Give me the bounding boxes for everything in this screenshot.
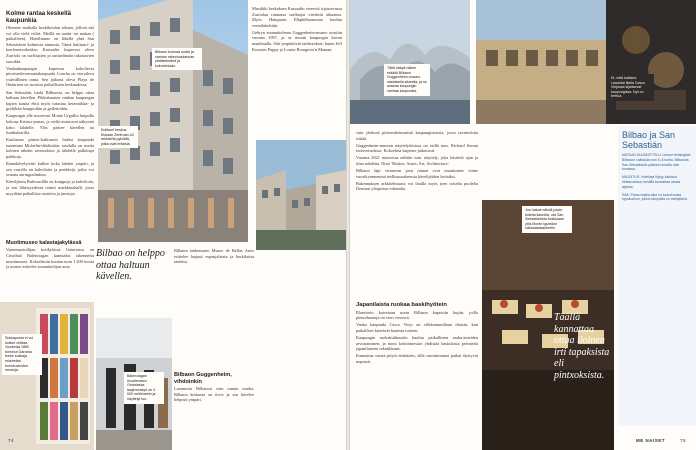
building-photo	[98, 0, 248, 242]
sock-shop-illustration	[0, 302, 94, 450]
old-town-photo	[476, 0, 606, 124]
left-page-number: 74	[8, 438, 15, 443]
pull-quote: Bilbao on helppo ottaa haltuun kävellen.	[96, 248, 165, 282]
guggenheim-illustration	[350, 0, 470, 124]
left-column-2-top	[252, 6, 342, 156]
heading-guggenheim: Bilbaon Guggenheim, vihdoinkin	[174, 372, 232, 385]
pull-quote-2: Täällä kannattaa ottaa iloinen irti tapaksista eli pintxoksista.	[554, 312, 610, 381]
right-column-3	[356, 130, 478, 300]
paragraph: Bilbaon taidemuseo Museo de Bellas Artes esittelee laajasti espanjalaista ja baskilaista taidetta.	[174, 248, 254, 265]
paragraph: Vanhankaupungin kupeessa kohoilevia pitoristeilevanrantakaupunki Concha on vieraileva ystävällinen ranta. Sen jatkona oleva Playa de Ondarreta on suosittu paikallisten keskuudessa.	[6, 65, 94, 88]
paragraph: Vuonna 2021 museossa nähtiin mm. näyttely, joka käsitteli ajan ja tilan suhdetta. Nimi 'Motion. Autos, Art, Architecture'.	[356, 155, 478, 166]
paragraph: Bilbaon läpi virtaavan joen rannat ovat muuttuneet viime vuosikymmeninä teollisuusalueesta kävelijöiden keitaiksi.	[356, 168, 478, 179]
paragraph: Luonnosta Bilbaoon vain tunnin matka. Bilbaon keskusta on tiivis ja sen kävelee helposti ympäri.	[174, 386, 254, 403]
footer-label: ME NAISET	[636, 438, 666, 443]
left-column-2-bottom	[174, 370, 254, 440]
paragraph: Kaupungin ylle nousevan Monte Urgullin huipulla kohoaa Kristus-patsas, ja sieltä avautuvat näkymät koko lahdelle. Ylös pääsee kävellen tai funikulaarilla.	[6, 113, 94, 136]
right-page-number: 75	[680, 438, 687, 443]
paragraph: Vaatemuotoilijan kotikylässä Getariassa on Cristóbal Balenciagan kunniaksi rakennettu muotimuseo. Kokoelmiin kuuluu noin 1 200 teosta ja museo esittelee suunnittelijan uraa.	[6, 247, 94, 270]
paragraph: vain yhdessä pittoreskeimmistä kaupunginosista, jossa ravintoloita riittää.	[356, 130, 478, 141]
caption-guggenheim: Tällä näkyä näkee eräällä Bilbaon Guggenheim-museo-vastaisella alueella, ja se aukeaa kaupungin vanhaa kaupunkia.	[384, 64, 430, 96]
caption-funicular: Jos haluat nähdä jotain todella kauniita, ota San Sebastiánista funikulaari ylös Monte Igueldon näköalatasanteelle.	[522, 206, 572, 233]
caption-building: Bilbaon kurmaa uudet ja vanhan rakennuskannan yhdistelmänä ja kokoelmiaan.	[152, 48, 202, 70]
paragraph: Kannattaa varata pöytä etukäteen, sillä suosituimmat paikat täyttyvät nopeasti.	[356, 353, 478, 365]
info-box-title: Bilbao ja San Sebastián	[622, 130, 676, 150]
building-illustration	[98, 0, 248, 242]
info-box-text: MAJOITUS: Hotelleja löytyy kaikissa hintaluokissa; kesällä kannattaa varata ajoissa.	[622, 175, 681, 189]
left-column-1	[6, 8, 94, 238]
guggenheim-photo	[350, 0, 470, 124]
paragraph: Guggenheim-museon näyttelytiloissa on esillä mm. Richard Serran teräsveistoksia. Kokoelma laajenee jatkuvasti.	[356, 142, 478, 154]
left-page	[0, 0, 346, 450]
paragraph: Kuuluisan pintxo-kulttuurin lisäksi kaupunki tunnetaan Michelin-tähdistään: seudulla on useita kolmen tähden ravintoloita ja tähdellä palkittuja paikkoja.	[6, 137, 94, 160]
caption-bar: Et, mitä kaikkea Lauantai illalla Casco Viejossa sijaitsevat kaupungissa. Nyt on terttua.	[608, 74, 654, 101]
heading-kolme-rantaa: Kolme rantaa keskellä kaupunkia	[6, 10, 72, 24]
caption-sock-shop: Sukkapusta ei voi kulkee ohittaa. Vuodesta 1860 toiminut Garraria tekee sukkaja eriaineiksi kohokuvioiden muotoja.	[2, 334, 42, 375]
right-column-3-bottom	[356, 300, 478, 440]
paragraph: Olemme matkalla keskikoulun aikana, jolloin sää voi olla vielä viileä. Meillä on taattu- ne makaa ( paikalleen). Hotellimme on lähellä yhtä San Sebastiánin kolmesta rannasta. Tämä kulttuuri- ja konferenssikeskus Kursaalin kupeessa oleva Zurriola on surffaajien ja rantaelämää rakastavien suosikki.	[6, 25, 94, 64]
paragraph: Musiikki keskuksen Kursaalin vieressä sijaitsevassa Zurriolan rannassa surffaajat viettävät aikaansa. Myös Hampurin Elbphilharmonia kuuluu vertailukohtiin.	[252, 6, 342, 28]
paragraph: Rantakävelyreitti kulkee koko lahden ympäri, ja sen varrella on kahviloita ja penkkejä, joilta voi seurata auringonlaskua.	[6, 161, 94, 178]
paragraph: Kävelykatu Bulevardilla on kauppoja ja kahviloita, ja sen läheisyydessä toimii markkinahalli, jossa myydään paikallisia tuotteita ja juustoja.	[6, 179, 94, 196]
paragraph: Illanvietto kaivetaan usein Bilbaon kapeisiin kujiin, joilla pintxobaareja on vieri vieressä.	[356, 309, 478, 321]
caption-culture-center: Kulttuuri keskus Kukaan Zentroan 43 arkkitehti-pylväitä, jotka ovat erilaisia.	[98, 126, 138, 148]
sock-shop-photo	[0, 302, 94, 450]
left-column-1-bottom	[6, 238, 94, 298]
heading-muotimuseo: Muotimuseo kalastajakylässä	[6, 240, 82, 246]
city-photo	[256, 140, 346, 250]
bar-photo	[606, 0, 696, 124]
info-box-text: MATKAN SUUNNITTELU: Lennot Helsingistä Bilbaoon vaihdolla noin 5–6 tuntia. Bilbaosta San Sebastiániin pääsee bussilla noin tunnissa.	[622, 153, 691, 172]
heading-japanilaista: Japanilaista ruokaa baskihyötein	[356, 302, 447, 308]
paragraph: San Sebastián, baski Bilbaosta, on helppo ottaa haltuun kävellen. Pikkubaarien vanhan kaupungin kujien kautta ehtii myös tutustua keramiikka- ja grafiikka-kauppoihin ja gallerioihin.	[6, 89, 94, 112]
paragraph: Rakennuksen arkkitehtuuria voi ihailla myös joen toiselta puolelta Deuston yliopiston edustalta.	[356, 180, 478, 192]
paragraph: Vanha kaupunki Casco Viejo on vilkkaimmillaan iltaisin, kun paikalliset kiertävät baarista toiseen.	[356, 322, 478, 334]
bar-illustration	[606, 0, 696, 124]
city-illustration	[256, 140, 346, 250]
paragraph: Gehryn suunnittelema Guggenheim-museo avattiin vuonna 1997, ja se muutti kaupungin kuvan maailmalla. Sitä ympäröivät taideteokset, kuten Jeff Koonsin Puppy ja Louise Bourgeois'n Maman.	[252, 29, 342, 52]
caption-museum: Balenciagan muotimuseo Getariassa laajennustyö on 4 000 neliömetrin ja näyttelyt luo.	[124, 372, 164, 404]
info-box-text: SÄÄ: Paras matka-aika on toukokuusta syyskuuhun, jolloin lämpötila on miellyttävä.	[622, 192, 688, 202]
right-page	[350, 0, 696, 450]
old-town-illustration	[476, 0, 606, 124]
info-box	[618, 126, 696, 426]
paragraph: Kaupungin ruokakulttuuriin kuuluu paikallisten raaka-aineiden arvostaminen, ja moni keittiömestari yhdistää baskilaisia perinteitä japanilaiseen tekniikkaan.	[356, 335, 478, 352]
